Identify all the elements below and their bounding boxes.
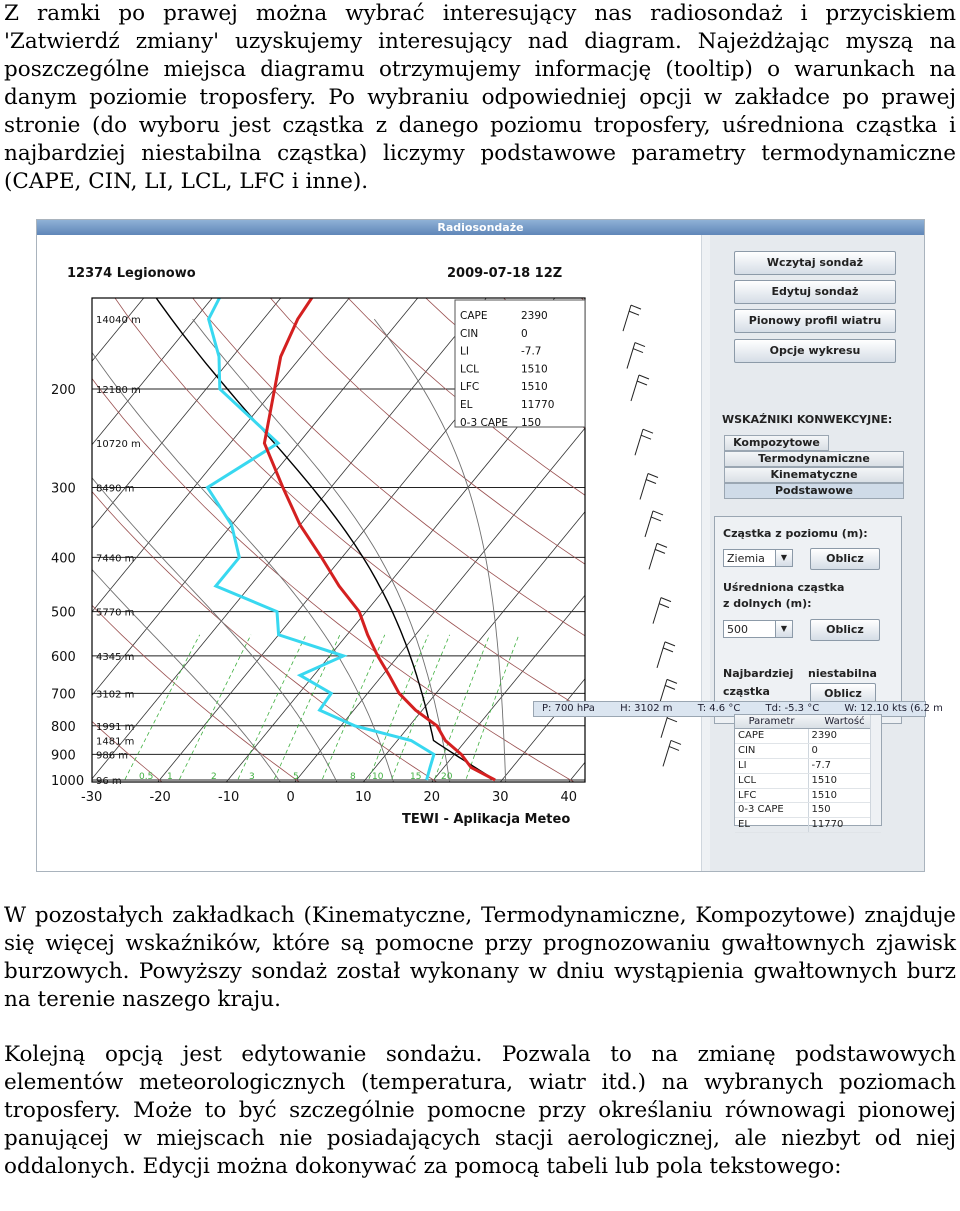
header-value: Wartość (824, 716, 865, 727)
wind-barb (640, 474, 648, 500)
table-scrollbar[interactable] (870, 715, 881, 825)
moist-adiabat-line (0, 319, 287, 792)
isotherm-line (0, 221, 413, 792)
table-row[interactable] (735, 759, 881, 774)
pressure-tick-label: 600 (51, 649, 76, 665)
wind-barb-flag (646, 480, 656, 484)
wind-barb (631, 375, 639, 401)
wind-barb-flag (661, 598, 671, 602)
table-row[interactable] (735, 803, 881, 818)
height-label: 5770 m (96, 607, 135, 619)
mean-parcel-label: Uśredniona cząstka (723, 581, 845, 594)
height-label: 7440 m (96, 553, 135, 565)
parcel-level-select[interactable] (723, 549, 793, 567)
tab-kinematyczne[interactable]: Kinematyczne (724, 467, 904, 483)
height-label: 96 m (96, 776, 122, 787)
index-value: 11770 (521, 399, 555, 411)
pressure-tick-label: 400 (51, 551, 76, 567)
table-cell-parameter: LFC (735, 789, 809, 803)
wind-profile-button[interactable]: Pionowy profil wiatru (734, 309, 896, 333)
wind-barb-flag (655, 549, 665, 553)
table-header (735, 715, 881, 729)
isotherm-line (0, 221, 276, 792)
height-label: 1991 m (96, 721, 135, 733)
index-value: -7.7 (521, 345, 542, 358)
index-name: LFC (460, 381, 480, 394)
mixing-ratio-label: 10 (372, 772, 384, 782)
mixing-ratio-label: 1 (167, 772, 173, 782)
wind-barb-flag (669, 746, 679, 750)
temperature-tick-label: 10 (355, 790, 372, 805)
table-row[interactable] (735, 818, 881, 833)
basic-indices-panel (714, 516, 902, 724)
isotherm-line (0, 221, 2, 792)
dry-adiabat-line (0, 221, 35, 792)
wind-barb-flag (659, 604, 669, 608)
dry-adiabat-line (0, 221, 313, 792)
table-cell-value: 1510 (811, 774, 837, 786)
tab-kompozytowe[interactable]: Kompozytowe (724, 435, 829, 451)
tab-podstawowe[interactable]: Podstawowe (724, 483, 904, 499)
height-label: 3102 m (96, 689, 135, 701)
wind-barb-flag (631, 305, 641, 309)
wind-barb-flag (641, 435, 651, 439)
height-label: 4345 m (96, 651, 135, 663)
wind-barb (657, 642, 665, 668)
second-paragraph: W pozostałych zakładkach (Kinematyczne, Termodynamiczne, Kompozytowe) znajduje się więcej wskaźników, które są pomocne przy prognozowaniu gwałtownych zjawisk burzowych. Powyższy sondaż został wykonany w dniu wystąpienia gwałtownych burz na terenie naszego kraju. (4, 903, 956, 1012)
station-name: 12374 Legionowo (67, 266, 196, 281)
intro-paragraph: Z ramki po prawej można wybrać interesujący nas radiosondaż i przyciskiem 'Zatwierdź zmiany' uzyskujemy interesujący nad diagram. Najeżdżając myszą na poszczególne miejsca diagramu otrzymujemy informację (tooltip) o warunkach na danym poziomie troposfery. Po wybraniu odpowiedniej opcji w zakładce po prawej stronie (do wyboru jest cząstka z danego poziomu troposfery, uśredniona cząstka i najbardziej niestabilna cząstka) liczymy podstawowe parametry termodynamiczne (CAPE, CIN, LI, LCL, LFC i inne). (4, 1, 956, 194)
temperature-tick-label: 20 (423, 790, 441, 805)
mixing-ratio-label: 15 (410, 772, 422, 782)
table-cell-value: 11770 (811, 819, 844, 831)
mixing-ratio-label: 3 (249, 772, 255, 782)
app-footer-label: TEWI - Aplikacja Meteo (402, 812, 571, 827)
temperature-tick-label: 0 (286, 790, 295, 805)
index-value: 0 (521, 327, 528, 340)
wind-barb (649, 543, 657, 569)
table-row[interactable] (735, 729, 881, 744)
mean-parcel-depth-label: z dolnych (m): (723, 597, 812, 610)
wind-barb (645, 511, 653, 537)
pressure-tick-label: 900 (51, 748, 76, 764)
table-row[interactable] (735, 789, 881, 804)
tab-termodynamiczne[interactable]: Termodynamiczne (724, 451, 904, 467)
index-name: CAPE (460, 310, 488, 322)
load-sounding-button[interactable]: Wczytaj sondaż (734, 251, 896, 275)
temperature-tick-label: -20 (149, 790, 171, 805)
wind-barb-flag (637, 381, 647, 385)
wind-barb (653, 598, 661, 624)
isotherm-line (0, 221, 139, 792)
isotherm-line (0, 221, 207, 792)
index-name: LI (460, 345, 469, 358)
temperature-tick-label: 40 (560, 790, 578, 805)
window-title: Radiosondaże (37, 220, 924, 235)
height-label: 1481 m (96, 736, 135, 748)
chevron-down-icon: ▼ (775, 621, 792, 637)
height-label: 986 m (96, 750, 129, 762)
wind-barb-flag (667, 679, 677, 683)
mean-depth-select[interactable] (723, 620, 793, 638)
mixing-ratio-label: 8 (350, 772, 356, 782)
most-unstable-label-1: Najbardziej (723, 667, 794, 680)
mixing-ratio-line (173, 635, 251, 792)
table-cell-parameter: EL (735, 818, 809, 832)
wind-barb-flag (643, 429, 653, 433)
index-value: 150 (521, 416, 542, 429)
height-label: 12180 m (96, 385, 141, 396)
wind-barb (635, 429, 643, 455)
tooltip-temperature: T: 4.6 °C (697, 703, 741, 714)
parcel-level-value: Ziemia (727, 552, 765, 565)
wind-barb-flag (633, 349, 643, 353)
pressure-tick-label: 500 (51, 605, 76, 621)
table-cell-value: 2390 (811, 730, 837, 741)
mixing-ratio-label: 2 (211, 772, 217, 782)
table-cell-parameter: CIN (735, 744, 809, 758)
table-cell-parameter: 0-3 CAPE (735, 803, 809, 817)
index-value: 1510 (521, 363, 548, 376)
index-name: 0-3 CAPE (460, 416, 508, 429)
parcel-level-label: Cząstka z poziomu (m): (723, 527, 868, 540)
radiosonde-app-window (36, 219, 943, 872)
most-unstable-label-2: niestabilna (808, 667, 877, 680)
pressure-tick-label: 1000 (51, 774, 85, 789)
wind-barb (623, 305, 631, 331)
pressure-tick-label: 800 (51, 719, 76, 735)
table-cell-value: 150 (811, 804, 831, 816)
parameters-table[interactable] (734, 714, 882, 831)
wind-barb-flag (635, 343, 645, 347)
dry-adiabat-line (0, 221, 174, 792)
tooltip-height: H: 3102 m (620, 703, 673, 714)
sounding-datetime: 2009-07-18 12Z (447, 266, 563, 281)
tooltip-dewpoint: Td: -5.3 °C (765, 703, 820, 714)
header-parameter: Parametr (748, 716, 795, 727)
wind-barb-flag (665, 685, 675, 689)
dewpoint-profile (208, 275, 434, 780)
most-unstable-label-3: cząstka (723, 685, 770, 698)
mixing-ratio-line (232, 635, 306, 792)
mixing-ratio-label: 5 (293, 772, 299, 782)
edit-sounding-button[interactable]: Edytuj sondaż (734, 280, 896, 304)
isotherm-line (0, 221, 70, 792)
wind-barb-flag (653, 511, 663, 515)
index-name: EL (460, 399, 473, 411)
wind-barb (663, 740, 671, 766)
wind-barb-flag (639, 375, 649, 379)
temperature-tick-label: -10 (218, 790, 240, 805)
mixing-ratio-label: 20 (441, 772, 453, 782)
mixing-ratio-line (430, 635, 490, 792)
height-label: 10720 m (96, 439, 141, 451)
table-cell-parameter: CAPE (735, 729, 809, 743)
pressure-tick-label: 700 (51, 687, 76, 703)
wind-barb-flag (648, 474, 658, 478)
index-name: CIN (460, 327, 479, 340)
table-row[interactable] (735, 774, 881, 789)
temperature-tick-label: 30 (492, 790, 509, 805)
index-name: LCL (460, 363, 480, 376)
table-cell-value: 1510 (811, 789, 837, 801)
pressure-tick-label: 200 (51, 383, 76, 398)
index-value: 2390 (521, 310, 548, 322)
table-cell-parameter: LCL (735, 774, 809, 788)
wind-barb-flag (665, 642, 675, 646)
wind-barb-flag (651, 517, 661, 521)
compute-surface-parcel-button[interactable]: Oblicz (810, 548, 880, 570)
height-label: 14040 m (96, 315, 141, 327)
table-cell-value: -7.7 (811, 759, 832, 771)
chart-options-button[interactable]: Opcje wykresu (734, 339, 896, 363)
skew-t-diagram[interactable] (37, 235, 701, 871)
table-cell-parameter: LI (735, 759, 809, 773)
temperature-tick-label: -30 (81, 790, 103, 805)
wind-barb (627, 343, 635, 369)
tooltip-wind: W: 12.10 kts (6.2 m (844, 703, 943, 714)
wind-barb-flag (663, 648, 673, 652)
mean-depth-value: 500 (727, 623, 748, 636)
wind-barb-flag (629, 311, 639, 315)
convective-indices-title: WSKAŹNIKI KONWEKCYJNE: (722, 413, 893, 426)
pressure-tick-label: 300 (51, 481, 76, 497)
tooltip-pressure: P: 700 hPa (542, 703, 595, 714)
index-value: 1510 (521, 381, 548, 394)
height-label: 8490 m (96, 483, 135, 495)
mixing-ratio-label: 0.5 (139, 772, 154, 782)
wind-barb-flag (667, 718, 677, 722)
wind-barb-flag (657, 543, 667, 547)
wind-barb-flag (671, 740, 681, 744)
compute-mu-parcel-button[interactable]: Oblicz (810, 683, 876, 705)
chevron-down-icon: ▼ (775, 550, 792, 566)
third-paragraph: Kolejną opcją jest edytowanie sondażu. Pozwala to na zmianę podstawowych elementów meteorologicznych (temperatura, wiatr itd.) na wybranych poziomach troposfery. Może to być szczególnie pomocne przy określaniu równowagi pionowej panującej w miejscach nie posiadających stacji aerologicznej, ale niezbyt od niej oddalonych. Edycji można dokonywać za pomocą tabeli lub pola tekstowego: (4, 1042, 956, 1179)
table-row[interactable] (735, 744, 881, 759)
compute-mean-parcel-button[interactable]: Oblicz (810, 619, 880, 641)
table-cell-value: 0 (811, 744, 818, 756)
